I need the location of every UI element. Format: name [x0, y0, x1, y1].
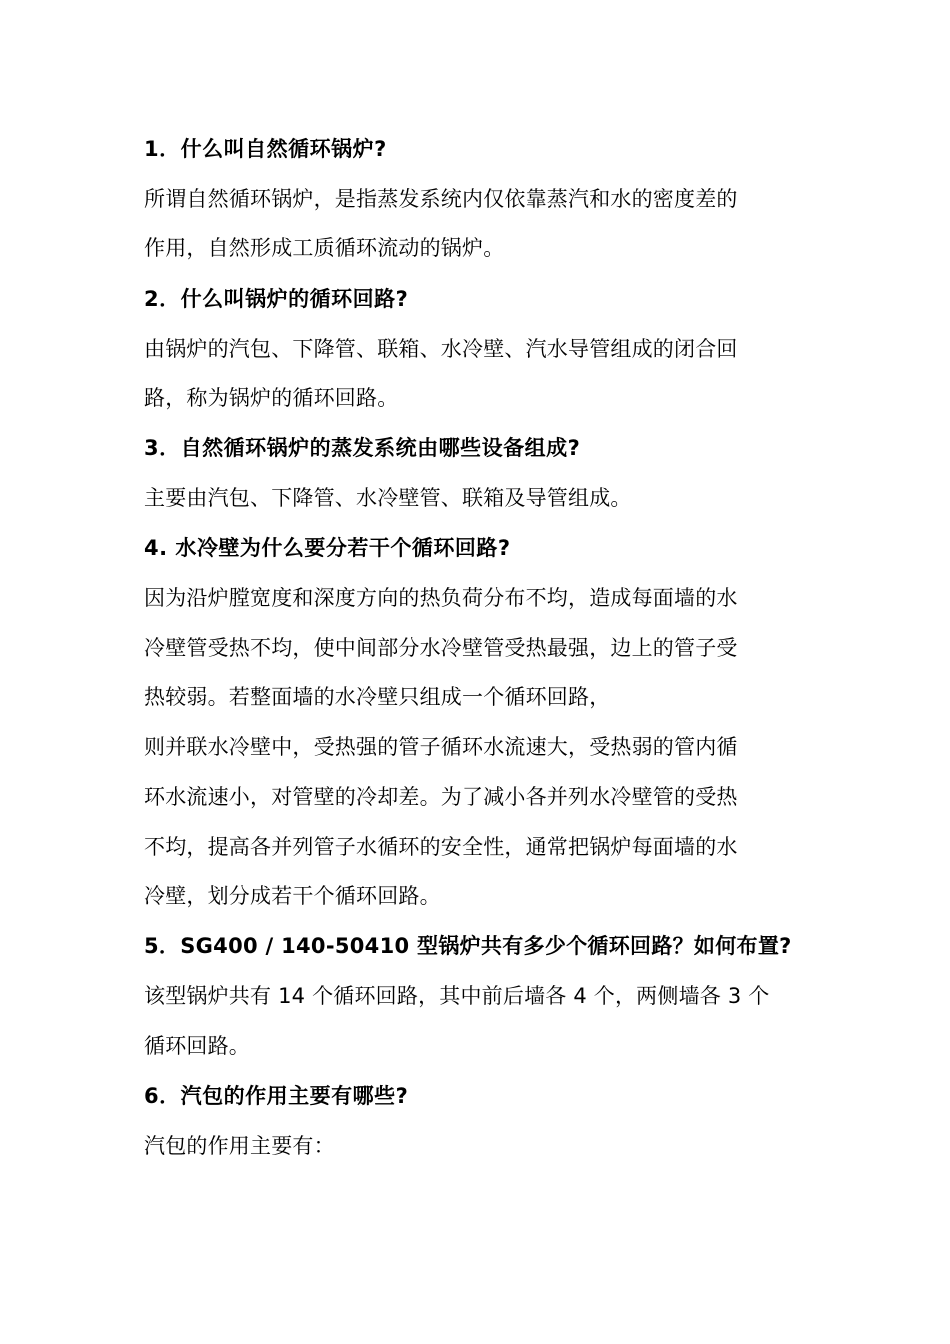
answer-4-line-1: 因为沿炉膛宽度和深度方向的热负荷分布不均，造成每面墙的水: [144, 586, 738, 610]
question-6-heading: 6．汽包的作用主要有哪些?: [144, 1084, 409, 1108]
answer-3-line-1: 主要由汽包、下降管、水冷壁管、联箱及导管组成。: [144, 486, 632, 510]
question-2-heading: 2．什么叫锅炉的循环回路?: [144, 287, 409, 311]
answer-1-line-1: 所谓自然循环锅炉，是指蒸发系统内仅依靠蒸汽和水的密度差的: [144, 187, 738, 211]
question-1-heading: 1．什么叫自然循环锅炉?: [144, 137, 387, 161]
answer-5-line-2: 循环回路。: [144, 1034, 250, 1058]
question-4-heading: 4. 水冷壁为什么要分若干个循环回路?: [144, 536, 511, 560]
answer-4-line-3: 热较弱。若整面墙的水冷壁只组成一个循环回路，: [144, 685, 611, 709]
answer-4-line-4: 则并联水冷壁中，受热强的管子循环水流速大，受热弱的管内循: [144, 735, 738, 759]
answer-5-line-1: 该型锅炉共有 14 个循环回路，其中前后墙各 4 个，两侧墙各 3 个: [144, 984, 770, 1008]
answer-2-line-1: 由锅炉的汽包、下降管、联箱、水冷壁、汽水导管组成的闭合回: [144, 337, 738, 361]
question-3-heading: 3．自然循环锅炉的蒸发系统由哪些设备组成?: [144, 436, 581, 460]
answer-2-line-2: 路，称为锅炉的循环回路。: [144, 386, 399, 410]
answer-4-line-6: 不均，提高各并列管子水循环的安全性，通常把锅炉每面墙的水: [144, 835, 738, 859]
answer-4-line-7: 冷壁，划分成若干个循环回路。: [144, 884, 441, 908]
question-5-heading: 5．SG400 / 140-50410 型锅炉共有多少个循环回路？如何布置?: [144, 934, 792, 958]
answer-6-line-1: 汽包的作用主要有：: [144, 1134, 335, 1158]
answer-1-line-2: 作用，自然形成工质循环流动的锅炉。: [144, 236, 505, 260]
answer-4-line-2: 冷壁管受热不均，使中间部分水冷壁管受热最强，边上的管子受: [144, 636, 738, 660]
answer-4-line-5: 环水流速小，对管壁的冷却差。为了减小各并列水冷壁管的受热: [144, 785, 738, 809]
